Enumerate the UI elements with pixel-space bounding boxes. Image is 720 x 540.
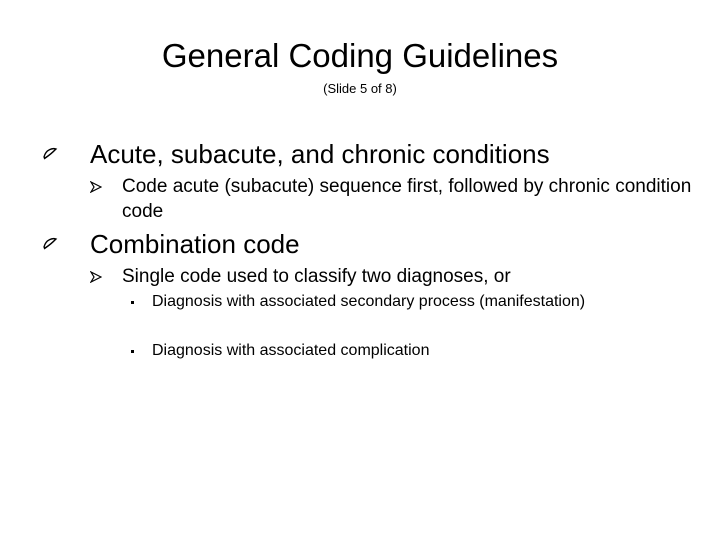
bullet-text: Acute, subacute, and chronic conditions [90,139,550,169]
slide-title: General Coding Guidelines [161,37,559,74]
fleuron-bullet-icon [42,229,90,261]
square-dot-bullet-icon [130,339,152,365]
bullet-text: Diagnosis with associated secondary process (manifestation) [152,293,586,310]
bullet-level3 [130,339,690,365]
square-dot-bullet-icon [130,290,152,316]
slide-subtitle: (Slide 5 of 8) [323,81,397,96]
bullet-level3 [130,290,690,316]
bullet-text: Diagnosis with associated complication [152,342,430,359]
bullet-text: Single code used to classify two diagnoses, or [122,266,511,287]
fleuron-bullet-icon [42,139,90,171]
bullet-text: Combination code [90,229,300,259]
bullet-level2 [90,174,700,224]
bullet-level2 [90,264,700,291]
arrowhead-bullet-icon [90,264,122,291]
arrowhead-bullet-icon [90,174,122,201]
bullet-text: Code acute (subacute) sequence first, followed by chronic condition code [122,176,692,222]
bullet-level1 [42,139,550,171]
bullet-level1 [42,229,300,261]
